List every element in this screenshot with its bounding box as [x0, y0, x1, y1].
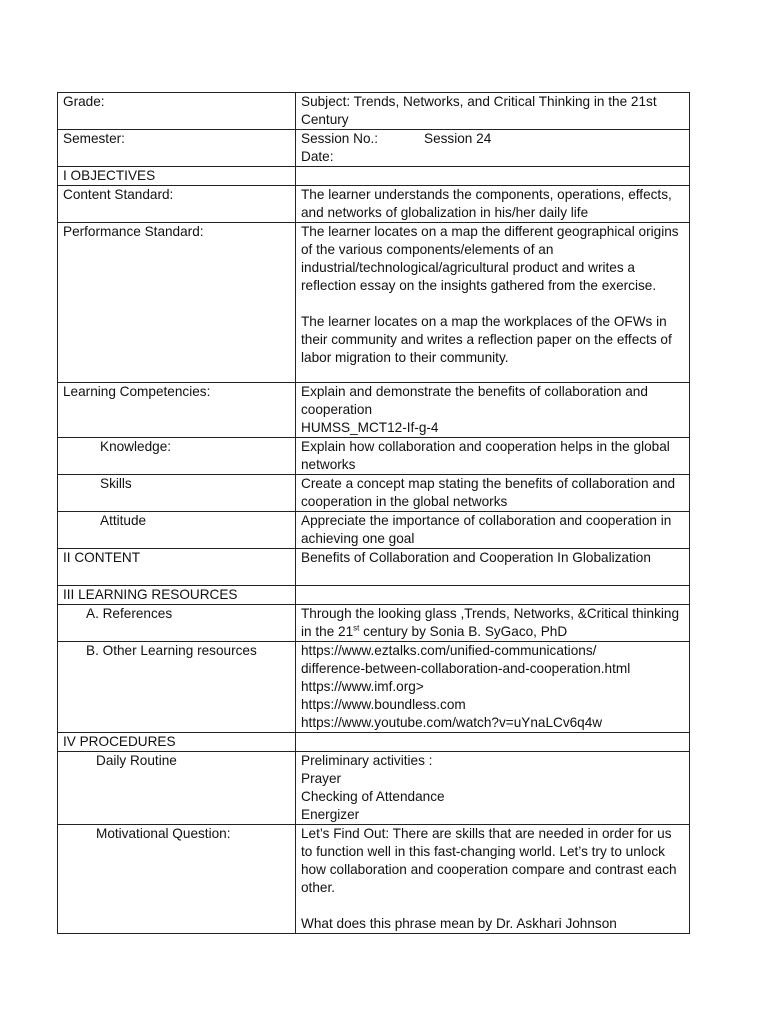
objectives-heading: I OBJECTIVES: [58, 167, 296, 186]
row-grade: [58, 93, 690, 130]
subject-value: Subject: Trends, Networks, and Critical Thinking in the 21st Century: [296, 93, 690, 130]
performance-standard-label: Performance Standard:: [58, 223, 296, 383]
content-standard-value: The learner understands the components, operations, effects, and networks of globalization in his/her daily life: [296, 186, 690, 223]
lesson-plan-table: [57, 92, 690, 934]
skills-label: Skills: [58, 475, 296, 512]
motivational-p1: Let’s Find Out: There are skills that are needed in order for us to function well in this fast-changing world. Let’s try to unlock how collaboration and cooperation compare and contrast each other.: [301, 826, 677, 895]
references-text: Through the looking glass ,Trends, Networks, &Critical thinking in the 21: [301, 606, 680, 639]
performance-standard-cell: [296, 223, 690, 383]
performance-standard-p2: The learner locates on a map the workplaces of the OFWs in their community and writes a reflection paper on the effects of labor migration to their community.: [301, 314, 672, 365]
grade-label: Grade:: [58, 93, 296, 130]
row-skills: [58, 475, 690, 512]
semester-label: Semester:: [58, 130, 296, 167]
references-text-end: century by Sonia B. SyGaco, PhD: [359, 624, 568, 639]
competencies-label: Learning Competencies:: [58, 383, 296, 438]
references-superscript: st: [353, 623, 360, 633]
competencies-value: Explain and demonstrate the benefits of collaboration and cooperation HUMSS_MCT12-If-g-4: [296, 383, 690, 438]
procedures-empty: [296, 733, 690, 752]
row-resources-heading: [58, 586, 690, 605]
references-label: A. References: [58, 605, 296, 642]
row-performance-standard: [58, 223, 690, 383]
motivational-cell: [296, 825, 690, 934]
content-value: Benefits of Collaboration and Cooperation In Globalization: [296, 549, 690, 586]
row-other-resources: [58, 642, 690, 733]
other-resources-label: B. Other Learning resources: [58, 642, 296, 733]
attitude-label: Attitude: [58, 512, 296, 549]
resources-empty: [296, 586, 690, 605]
row-procedures-heading: [58, 733, 690, 752]
knowledge-value: Explain how collaboration and cooperation helps in the global networks: [296, 438, 690, 475]
references-cell: [296, 605, 690, 642]
date-label: Date:: [301, 149, 334, 164]
row-attitude: [58, 512, 690, 549]
attitude-value: Appreciate the importance of collaboration and cooperation in achieving one goal: [296, 512, 690, 549]
motivational-p2: What does this phrase mean by Dr. Askhari Johnson: [301, 916, 617, 931]
row-motivational-question: [58, 825, 690, 934]
motivational-label: Motivational Question:: [58, 825, 296, 934]
row-knowledge: [58, 438, 690, 475]
content-standard-label: Content Standard:: [58, 186, 296, 223]
session-value: Session 24: [424, 131, 492, 146]
row-objectives-heading: [58, 167, 690, 186]
procedures-heading: IV PROCEDURES: [58, 733, 296, 752]
skills-value: Create a concept map stating the benefits of collaboration and cooperation in the global networks: [296, 475, 690, 512]
row-references: [58, 605, 690, 642]
other-resources-links: https://www.eztalks.com/unified-communications/ difference-between-collaboration-and-cooperation.html https://www.imf.org> https://www.boundless.com https://www.youtube.com/watch?v=uYnaLCv6q4w: [296, 642, 690, 733]
resources-heading: III LEARNING RESOURCES: [58, 586, 296, 605]
row-semester: [58, 130, 690, 167]
row-content: [58, 549, 690, 586]
content-heading: II CONTENT: [58, 549, 296, 586]
objectives-empty: [296, 167, 690, 186]
session-label: Session No.:: [301, 131, 379, 146]
knowledge-label: Knowledge:: [58, 438, 296, 475]
daily-routine-value: Preliminary activities : Prayer Checking of Attendance Energizer: [296, 752, 690, 825]
performance-standard-p1: The learner locates on a map the different geographical origins of the various components/elements of an industrial/technological/agricultural product and writes a reflection essay on the insights gathered from the exercise.: [301, 224, 679, 293]
daily-routine-label: Daily Routine: [58, 752, 296, 825]
session-cell: [296, 130, 690, 167]
row-daily-routine: [58, 752, 690, 825]
row-competencies: [58, 383, 690, 438]
row-content-standard: [58, 186, 690, 223]
